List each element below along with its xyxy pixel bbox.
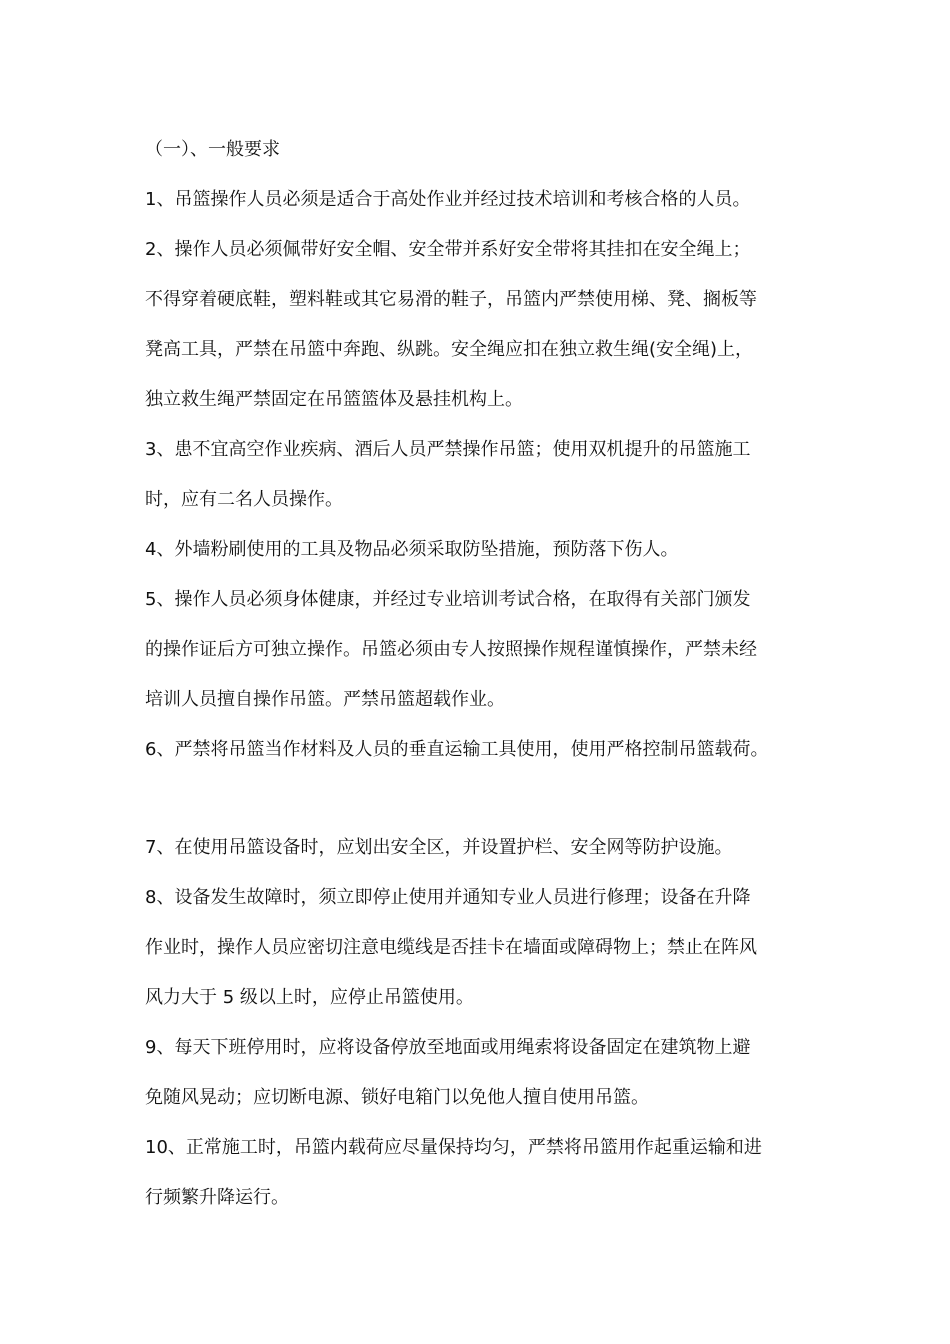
text-line-19: 10、正常施工时，吊篮内载荷应尽量保持均匀，严禁将吊篮用作起重运输和进 [145, 1137, 762, 1158]
text-line-20: 行频繁升降运行。 [145, 1187, 289, 1208]
text-line-3: 不得穿着硬底鞋，塑料鞋或其它易滑的鞋子，吊篮内严禁使用梯、凳、搁板等 [145, 289, 757, 310]
text-line-15: 作业时，操作人员应密切注意电缆线是否挂卡在墙面或障碍物上；禁止在阵风 [145, 937, 757, 958]
text-line-17: 9、每天下班停用时，应将设备停放至地面或用绳索将设备固定在建筑物上避 [145, 1037, 751, 1058]
text-line-6: 3、患不宜高空作业疾病、酒后人员严禁操作吊篮；使用双机提升的吊篮施工 [145, 439, 751, 460]
text-line-12: 6、严禁将吊篮当作材料及人员的垂直运输工具使用，使用严格控制吊篮载荷。 [145, 739, 769, 760]
section-heading: （一）、一般要求 [145, 139, 280, 160]
text-line-8: 4、外墙粉刷使用的工具及物品必须采取防坠措施，预防落下伤人。 [145, 539, 679, 560]
text-line-18: 免随风晃动；应切断电源、锁好电箱门以免他人擅自使用吊篮。 [145, 1087, 649, 1108]
text-line-14: 8、设备发生故障时，须立即停止使用并通知专业人员进行修理；设备在升降 [145, 887, 751, 908]
text-line-16: 风力大于 5 级以上时，应停止吊篮使用。 [145, 987, 474, 1008]
text-line-7: 时，应有二名人员操作。 [145, 489, 343, 510]
text-line-11: 培训人员擅自操作吊篮。严禁吊篮超载作业。 [145, 689, 505, 710]
text-line-13: 7、在使用吊篮设备时，应划出安全区，并设置护栏、安全网等防护设施。 [145, 837, 733, 858]
text-line-9: 5、操作人员必须身体健康，并经过专业培训考试合格，在取得有关部门颁发 [145, 589, 751, 610]
text-line-4: 凳高工具，严禁在吊篮中奔跑、纵跳。安全绳应扣在独立救生绳(安全绳)上， [145, 339, 754, 360]
text-line-10: 的操作证后方可独立操作。吊篮必须由专人按照操作规程谨慎操作，严禁未经 [145, 639, 757, 660]
text-line-5: 独立救生绳严禁固定在吊篮篮体及悬挂机构上。 [145, 389, 523, 410]
text-line-2: 2、操作人员必须佩带好安全帽、安全带并系好安全带将其挂扣在安全绳上； [145, 239, 751, 260]
text-line-1: 1、吊篮操作人员必须是适合于高处作业并经过技术培训和考核合格的人员。 [145, 189, 751, 210]
